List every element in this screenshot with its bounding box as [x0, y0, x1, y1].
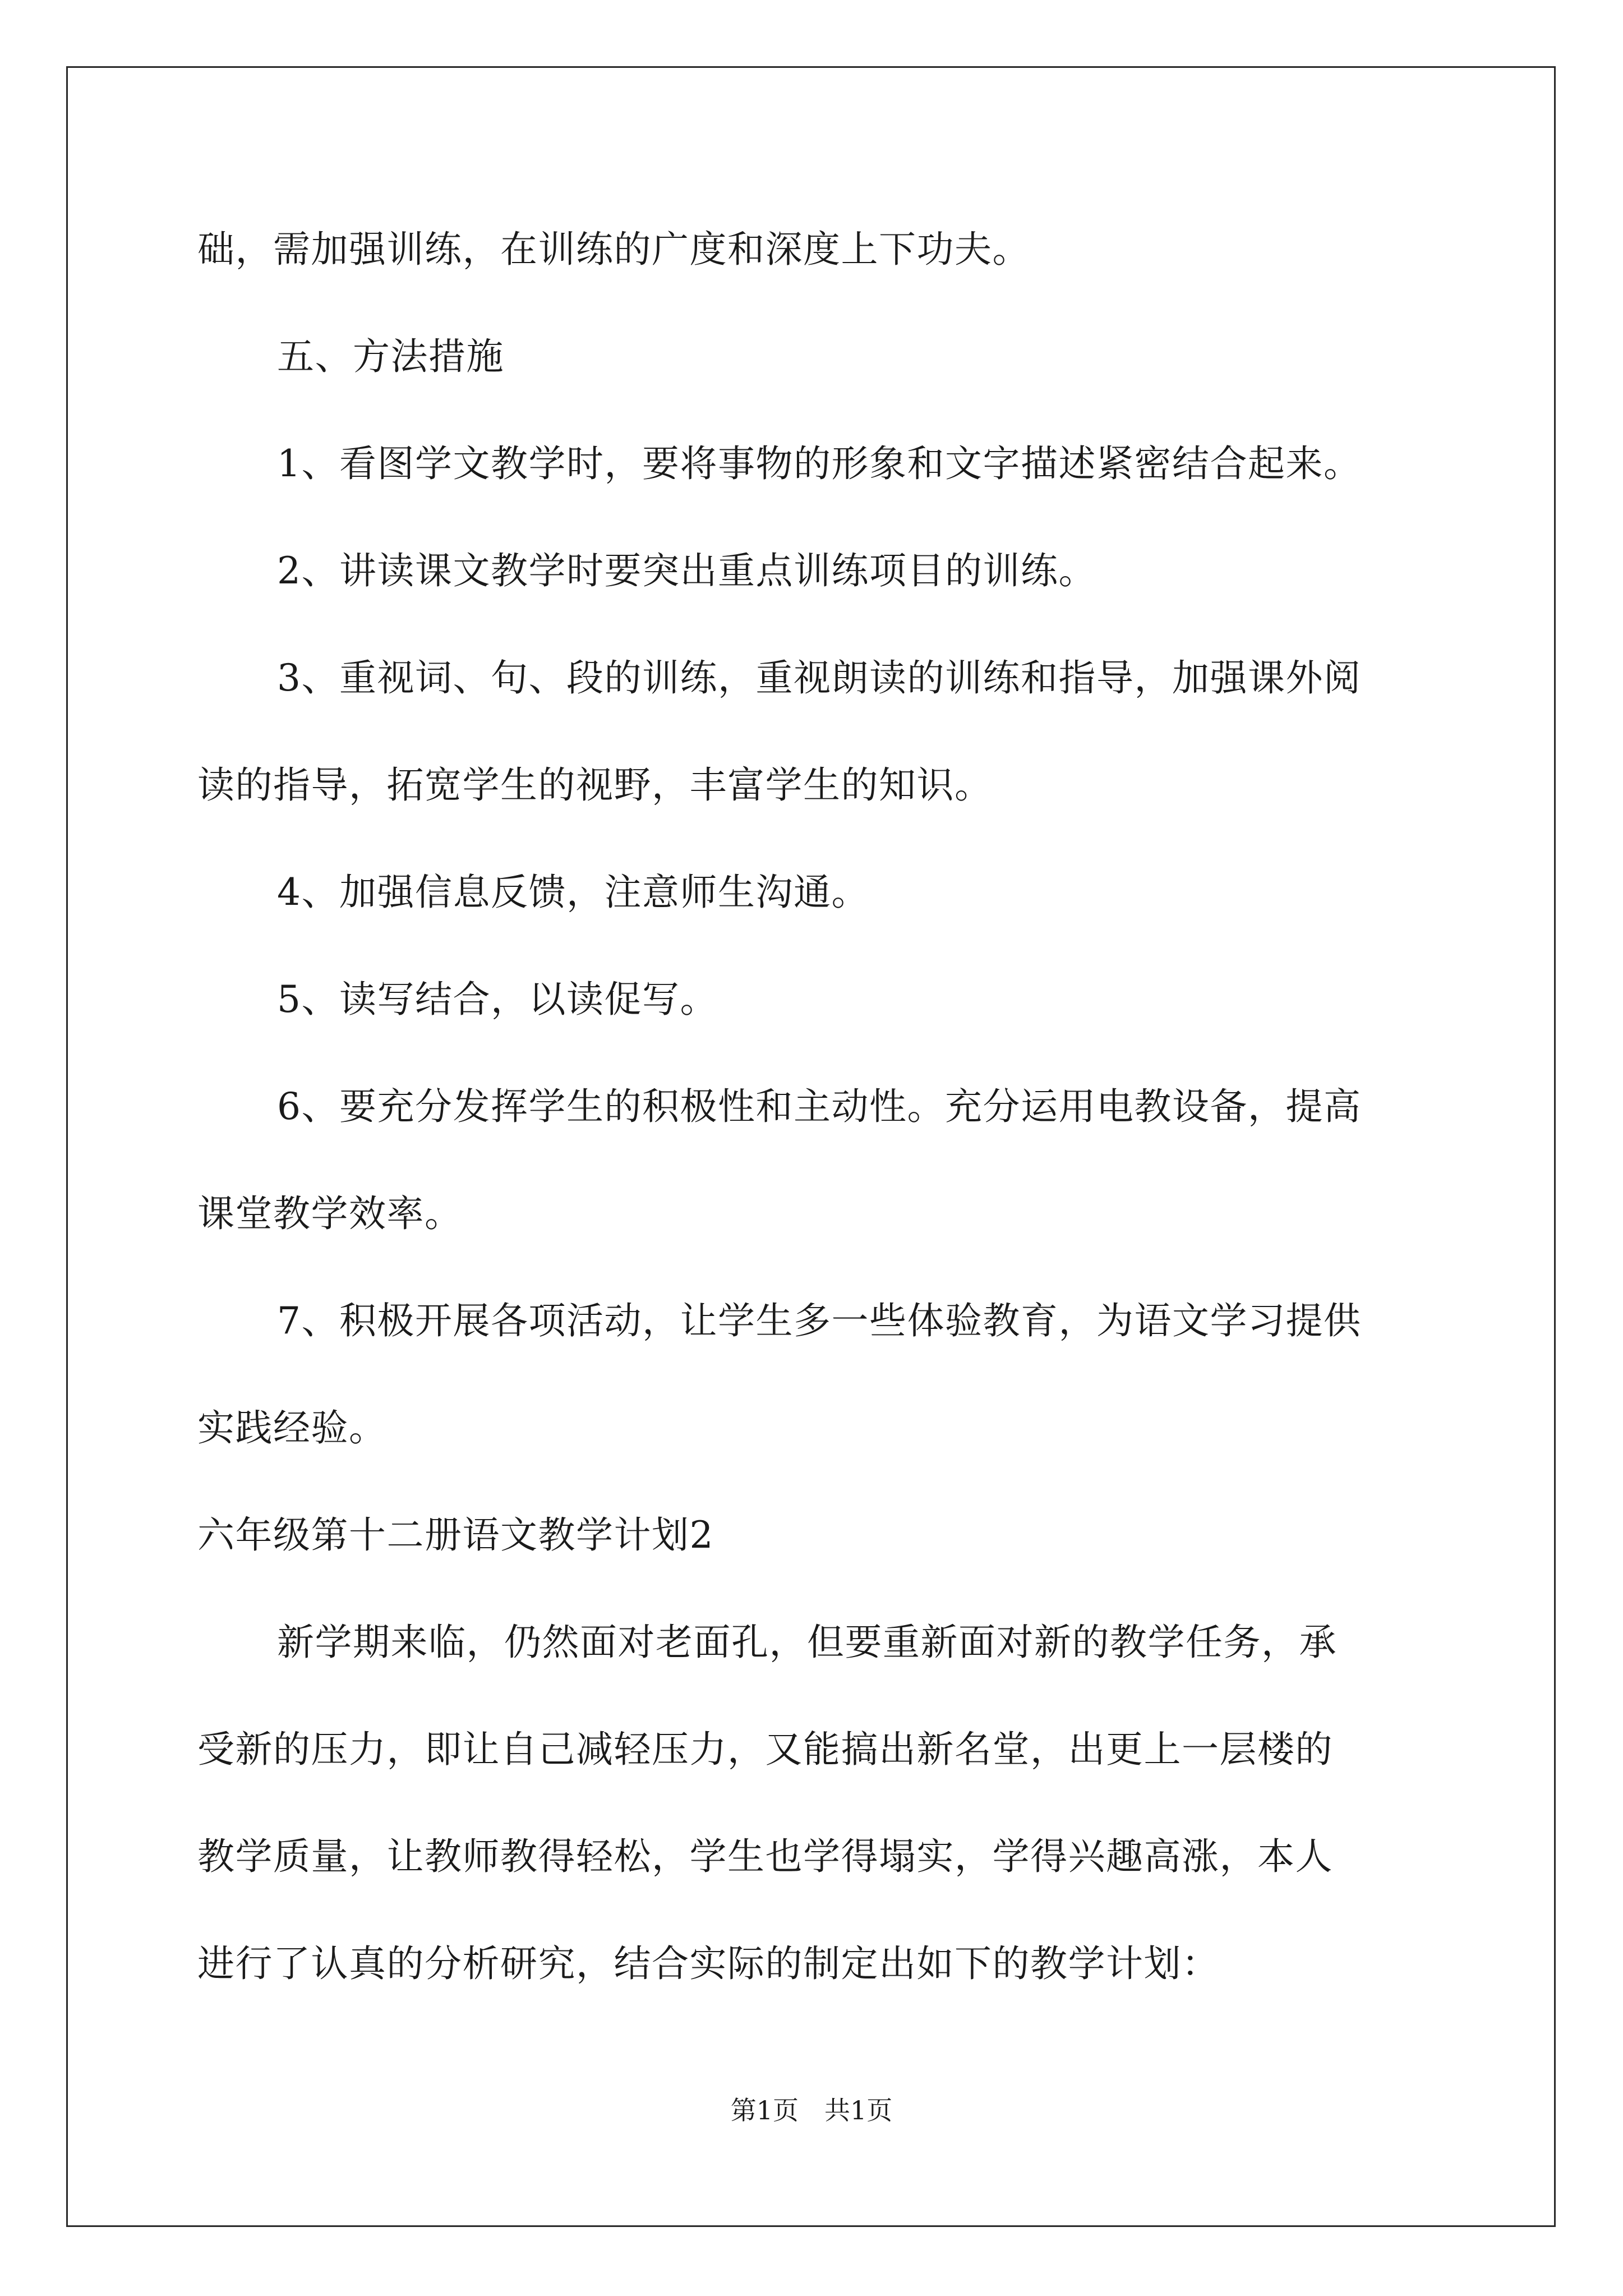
list-item: 1、看图学文教学时，要将事物的形象和文字描述紧密结合起来。: [277, 442, 1362, 485]
paragraph-line: 受新的压力，即让自己减轻压力，又能搞出新名堂，出更上一层楼的: [197, 1728, 1333, 1771]
paragraph-line: 础，需加强训练，在训练的广度和深度上下功夫。: [197, 228, 1030, 271]
list-item: 6、要充分发挥学生的积极性和主动性。充分运用电教设备，提高: [277, 1085, 1362, 1128]
list-item-continuation: 读的指导，拓宽学生的视野，丰富学生的知识。: [197, 763, 993, 807]
list-item: 3、重视词、句、段的训练，重视朗读的训练和指导，加强课外阅: [277, 656, 1362, 700]
list-item: 4、加强信息反馈，注意师生沟通。: [277, 871, 869, 914]
list-item: 5、读写结合，以读促写。: [277, 978, 718, 1021]
paragraph-line: 进行了认真的分析研究，结合实际的制定出如下的教学计划：: [197, 1942, 1220, 1985]
paragraph-line: 教学质量，让教师教得轻松，学生也学得塌实，学得兴趣高涨，本人: [197, 1835, 1333, 1878]
list-item-continuation: 实践经验。: [197, 1406, 387, 1450]
paragraph-line: 新学期来临，仍然面对老面孔，但要重新面对新的教学任务，承: [277, 1621, 1337, 1664]
page-number-footer: 第1页 共1页: [730, 2095, 893, 2125]
list-item: 7、积极开展各项活动，让学生多一些体验教育，为语文学习提供: [277, 1299, 1362, 1342]
page-border: [66, 66, 1556, 2227]
section-heading: 五、方法措施: [277, 335, 504, 378]
document-subtitle: 六年级第十二册语文教学计划2: [197, 1513, 714, 1557]
list-item: 2、讲读课文教学时要突出重点训练项目的训练。: [277, 549, 1096, 592]
list-item-continuation: 课堂教学效率。: [197, 1192, 463, 1235]
